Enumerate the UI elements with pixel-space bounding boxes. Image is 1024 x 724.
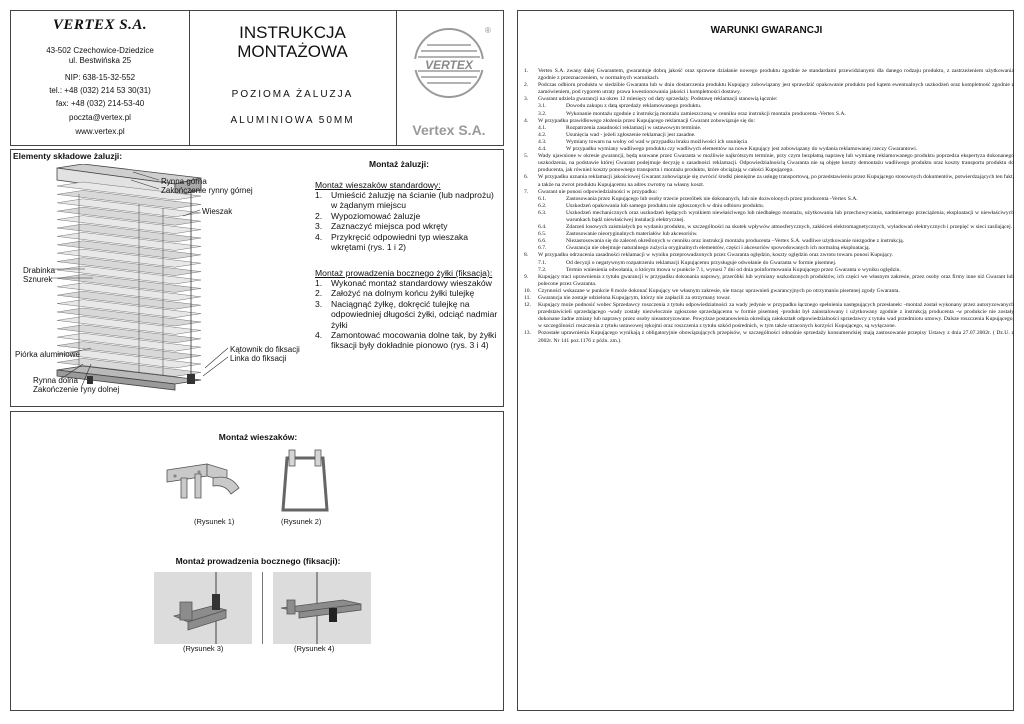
warranty-clause-text: Uszkodzeń mechanicznych oraz uszkodzeń będących wynikiem niewłaściwego lub niedbałego montażu, użytkowania lub przechowywania, nadmiernego przeciążenia, eksploatacji w niewłaściwych warunkach bądź niewłaściwej instalacji elektrycznej.: [566, 209, 1014, 223]
fiksacja-step-item-number: 4.: [315, 330, 323, 341]
warranty-clause-text: Gwarant nie ponosi odpowiedzialności w przypadku:: [538, 188, 658, 195]
fiksacja-step-item: [315, 330, 501, 351]
fiksacja-step-item-text: Wykonać montaż standardowy wieszaków: [331, 278, 492, 288]
title-block: [189, 11, 397, 145]
warranty-clause-number: 6.: [524, 174, 529, 181]
warranty-subclause: [524, 196, 1014, 203]
fiksacja-step-item: [315, 288, 501, 298]
warranty-clause-number: 9.: [524, 273, 529, 280]
company-address-1: 43-502 Czechowice-Dziedzice: [46, 46, 154, 55]
warranty-clause-text: Termin wniesienia odwołania, o którym mowa w punkcie 7.1, wynosi 7 dni od dnia poinformowania Kupującego przez Gwaranta o wyniku oględzin.: [566, 266, 901, 273]
header-panel: [10, 10, 504, 146]
warranty-clause-number: 4.: [524, 117, 529, 124]
warranty-clause-text: Uszkodzeń opakowania lub samego produktu nie zgłoszonych w dniu odbioru produktu.: [566, 202, 765, 209]
warranty-clause-text: Usunięcia wad - jeżeli zgłoszenie reklamacji jest zasadne.: [566, 131, 696, 138]
warranty-clause-text: Kupujący może podnosić wobec Sprzedawcy roszczenia z tytułu odpowiedzialności za wady jedynie w przypadku łącznego spełnienia następujących przesłanek: -montaż został wykonany przez autoryzowanych przedstawicieli sprzedającego -wady zostały niezwłocznie zgłoszone sprzedającemu w formie pisemnej -produkt był zainstalowany i użytkowany zgodnie z instrukcją producenta -w produkcie nie zostały dokonane żadne zmiany lub naprawy przez osoby nieautoryzowane. Powyższe postanowienia określają całokształt odpowiedzialności sprzedawcy z tytułu wad przedmiotu umowy. Dalsze roszczenia Kupującego, w szczególności roszczenia z tytułu ustawowej rękojmi oraz roszczenia z tytułu szkód pośrednich, w tym także utraconych korzyści Kupującego, są wyłączone.: [538, 302, 1014, 330]
warranty-clause-text: Zastosowanie nieoryginalnych materiałów lub akcesoriów.: [566, 231, 698, 238]
label-zakonczenie-dolne: Zakończenie ryny dolnej: [33, 385, 120, 394]
warranty-clause-number: 3.: [524, 96, 529, 103]
figure-4-caption: (Rysunek 4): [294, 644, 335, 653]
fiksacja-step-item-number: 1.: [315, 278, 323, 288]
warranty-clause-text: W przypadku uznania reklamacji jakościowej Gwarant zobowiązuje się zwrócić środki pieniężne za usługę transportową, po przedstawieniu przez Kupującego stosownych dokumentów, potwierdzających ten fakt, a także na zwrot produktu Kupującemu na adres zwrotny na własny koszt.: [538, 174, 1014, 188]
figure-3-caption: (Rysunek 3): [183, 644, 224, 653]
warranty-clause-text: Gwarant udziela gwarancji na okres 12 miesięcy od daty sprzedaży. Podstawę reklamacji stanowią łącznie:: [538, 96, 778, 103]
warranty-title: WARUNKI GWARANCJI: [710, 25, 823, 36]
montaz-step-item-number: 3.: [315, 221, 323, 232]
figures-fiksacja-title: Montaż prowadzenia bocznego (fiksacji):: [175, 556, 341, 566]
figure-1-bracket: [161, 454, 247, 512]
warranty-clause: [524, 330, 1014, 344]
warranty-clause-number: 2.: [524, 82, 529, 89]
warranty-clause-number: 6.6.: [538, 238, 547, 245]
warranty-clause-text: W przypadku odrzucenia zasadności reklamacji w wyniku przeprowadzonych przez Gwaranta oględzin, koszty oględzin oraz zwrotu towaru ponosi Kupujący.: [538, 252, 894, 259]
montaz-step-item: [315, 221, 501, 231]
warranty-subclause: [524, 260, 1014, 267]
warranty-clause-number: 6.3.: [538, 209, 547, 216]
warranty-clause: [524, 118, 1014, 125]
warranty-clause: [524, 295, 1014, 302]
warranty-subclause: [524, 132, 1014, 139]
warranty-clause-text: Kupujący traci uprawnienia z tytułu gwarancji w przypadku dokonania naprawy, przeróbki lub wymiany uszkodzonych produktów, ich części we własnym zakresie, przez osoby oraz firmy inne niż Gwarant lub polecone przez Gwaranta.: [538, 273, 1014, 287]
warranty-clause-number: 6.2.: [538, 202, 547, 209]
fiksacja-step-item-text: Założyć na dolnym końcu żyłki tulejkę: [331, 288, 475, 299]
warranty-clause-number: 3.2.: [538, 110, 547, 117]
vertex-logo: [397, 11, 503, 145]
warranty-clause-text: Rozpatrzenia zasadności reklamacji w ustawowym terminie.: [566, 124, 702, 131]
montaz-section-2-title: Montaż prowadzenia bocznego żyłki (fiksacja):: [315, 268, 493, 278]
warranty-subclause: [524, 210, 1014, 224]
warranty-clause-number: 6.4.: [538, 224, 547, 231]
figure-4-photo: [273, 572, 371, 644]
montaz-step-item-text: Umieścić żaluzję na ścianie (lub nadprożu) w żądanym miejscu: [331, 190, 494, 211]
figures-panel: [10, 411, 504, 711]
warranty-subclause: [524, 139, 1014, 146]
warranty-clause: [524, 274, 1014, 288]
label-drabinka: Drabinka: [23, 266, 56, 275]
warranty-clause-number: 4.4.: [538, 146, 547, 153]
warranty-clause-text: Niezastosowania się do zaleceń określonych w cenniku oraz instrukcji montażu producenta –Vertex S.A. wadliwe użytkowanie niezgodne z instrukcją.: [566, 238, 904, 245]
warranty-clause-text: W przypadku wymiany wadliwego produktu czy wadliwych elementów na nowe Kupujący jest zobowiązany do wydania reklamowanej rzeczy Gwarantowi.: [566, 146, 918, 153]
company-nip: NIP: 638-15-32-552: [64, 73, 136, 82]
warranty-clause-number: 6.7.: [538, 245, 547, 252]
warranty-clause-text: Gwarancja nie obejmuje naturalnego zużycia oryginalnych elementów, części i akcesoriów spowodowanych ich normalną eksploatacją.: [566, 245, 870, 252]
figure-2-caption: (Rysunek 2): [281, 517, 322, 526]
warranty-clause-number: 3.1.: [538, 103, 547, 110]
warranty-list: [524, 68, 1014, 345]
label-piorka: Piórka aluminiowe: [15, 350, 80, 359]
warranty-clause-text: Zastosowania przez Kupującego lub osoby trzecie przeróbek nie dokonanych, lub nie dozwolonych przez producenta -Vertex S.A.: [566, 195, 858, 202]
logo-word: VERTEX: [425, 58, 473, 72]
warranty-clause-text: Zdarzeń losowych zaistniałych po wydaniu produktu, w szczególności na skutek wpływów atmosferycznych, zakłóceń elektromagnetycznych, wyładowań elektrycznych i przepięć w sieci zasilającej.: [566, 224, 1013, 231]
warranty-clause: [524, 82, 1014, 96]
warranty-clause: [524, 288, 1014, 295]
warranty-clause-number: 11.: [524, 295, 531, 301]
doc-title-line-1: INSTRUKCJA: [239, 23, 346, 42]
warranty-clause-number: 8.: [524, 252, 529, 259]
warranty-clause-text: Gwarancja nie zostaje udzielona Kupującym, którzy nie zapłacili za otrzymany towar.: [538, 295, 731, 301]
label-zakonczenie-gorne: Zakończenie rynny górnej: [161, 186, 253, 195]
warranty-clause-text: Vertex S.A. zwany dalej Gwarantem, gwarantuje dobrą jakość oraz sprawne działanie nowego produktu zgodnie ze standardami przewidzianymi dla danego rodzaju produktu, z zastrzeżeniem użytkowania zgodnie z przeznaczeniem, w normalnych warunkach.: [538, 68, 1014, 82]
warranty-clause-text: Wady ujawnione w okresie gwarancji, będą usuwane przez Gwaranta w możliwie najkrótszym terminie, przy czym bezpłatną naprawę lub wymianę reklamowanego produktu poprzedza ekspertyza dokonanego uszkodzenia, na podstawie której Gwarant podejmuje decyzję o zasadności reklamacji. Odpowiedzialnością Gwaranta nie są objęte koszty demontażu wadliwego produktu oraz koszty transportu produktu do producenta, jak również koszty ponownego transportu i montażu produktu, które obciążają w całości Kupującego.: [538, 153, 1014, 174]
figure-2-bracket: [273, 448, 337, 520]
warranty-clause-number: 7.: [524, 188, 529, 195]
components-panel: [10, 149, 504, 407]
warranty-clause: [524, 302, 1014, 330]
montaz-step-item-number: 1.: [315, 190, 323, 200]
warranty-clause-text: Wymiany towaru na wolny od wad w przypadku braku możliwości ich usunięcia: [566, 138, 747, 145]
warranty-clause: [524, 96, 1014, 103]
registered-mark: ®: [485, 26, 491, 35]
fiksacja-step-item-number: 2.: [315, 288, 323, 299]
montaz-section-2-list: [315, 278, 501, 351]
product-name-2: ALUMINIOWA 50MM: [230, 115, 355, 126]
fiksacja-step-item: [315, 278, 501, 288]
warranty-clause-number: 5.: [524, 153, 529, 160]
fiksacja-step-item: [315, 299, 501, 330]
montaz-step-item-text: Przykręcić odpowiedni typ wieszaka wkrętami (rys. 1 i 2): [331, 231, 469, 253]
warranty-clause-number: 4.2.: [538, 131, 547, 138]
montaz-title: Montaż żaluzji:: [369, 159, 429, 169]
warranty-subclause: [524, 203, 1014, 210]
montaz-step-item-text: Zaznaczyć miejsca pod wkręty: [331, 221, 448, 232]
warranty-clause-number: 7.1.: [538, 259, 547, 266]
figure-divider: [262, 572, 263, 644]
warranty-clause-number: 10.: [524, 287, 531, 294]
warranty-clause-text: Od decyzji o negatywnym rozpatrzeniu reklamacji Kupującemu przysługuje odwołanie do Gwaranta w formie pisemnej.: [566, 259, 837, 266]
figure-1-caption: (Rysunek 1): [194, 517, 235, 526]
label-sznurek: Sznurek: [23, 275, 53, 284]
product-name-1: POZIOMA ŻALUZJA: [231, 89, 354, 100]
company-fax: fax: +48 (032) 214-53-40: [55, 99, 145, 108]
fiksacja-step-item-number: 3.: [315, 298, 323, 309]
warranty-clause: [524, 153, 1014, 174]
label-rynna-gorna: Rynna górna: [161, 177, 207, 186]
warranty-clause-text: Czynności wskazane w punkcie 8 może dokonać Kupujący we własnym zakresie, nie tracąc uprawnień gwarancyjnych po otrzymaniu pisemnej zgody Gwaranta.: [538, 287, 900, 294]
company-info: [11, 11, 190, 145]
warranty-clause: [524, 252, 1014, 259]
fiksacja-step-item-text: Zamontować mocowania dolne tak, by żyłki fiksacji były dokładnie pionowo (rys. 3 i 4): [331, 330, 497, 351]
warranty-clause-number: 6.5.: [538, 231, 547, 238]
montaz-section-1-title: Montaż wieszaków standardowy:: [315, 180, 441, 190]
warranty-subclause: [524, 146, 1014, 153]
warranty-clause-number: 13.: [524, 330, 531, 337]
warranty-clause-text: Wykonanie montażu zgodnie z instrukcją montażu zamieszczoną w cenniku oraz instrukcji montażu producenta -Vertex S.A.: [566, 110, 846, 117]
components-title: Elementy składowe żaluzji:: [13, 151, 123, 161]
figure-3-photo: [154, 572, 252, 644]
montaz-section-1-list: [315, 190, 501, 252]
label-wieszak: Wieszak: [202, 207, 233, 216]
fiksacja-step-item-text: Naciągnąć żyłkę, dokręcić tulejkę na odpowiedniej długości żyłki, odciąć nadmiar żyłki: [331, 298, 498, 330]
company-website[interactable]: www.vertex.pl: [75, 127, 125, 136]
company-name: VERTEX S.A.: [52, 17, 148, 33]
montaz-step-item-number: 4.: [315, 231, 323, 242]
montaz-step-item: [315, 190, 501, 211]
warranty-clause-number: 4.1.: [538, 124, 547, 131]
warranty-clause-number: 12.: [524, 302, 531, 309]
warranty-clause-number: 7.2.: [538, 266, 547, 273]
warranty-subclause: [524, 125, 1014, 132]
warranty-subclause: [524, 224, 1014, 231]
company-tel: tel.: +48 (032) 214 53 30(31): [49, 86, 151, 95]
warranty-clause-number: 4.3.: [538, 138, 547, 145]
warranty-clause: [524, 174, 1014, 188]
company-address-2: ul. Bestwińska 25: [68, 56, 132, 65]
warranty-clause-text: Pozostałe uprawnienia Kupującego wynikają z obligatoryjnie obowiązujących przepisów, w szczególności odnośnie sprzedaży konsumenckiej mają zastosowanie przepisy Ustawy z dnia 27.07.2002r. ( Dz.U. z 2002r. Nr 141 poz.1176 z późn. zm.).: [538, 330, 1014, 344]
label-linka: Linka do fiksacji: [230, 354, 287, 363]
warranty-subclause: [524, 245, 1014, 252]
warranty-subclause: [524, 103, 1014, 110]
logo-tagline: Vertex S.A.: [412, 122, 486, 138]
montaz-step-item: [315, 232, 501, 253]
warranty-subclause: [524, 111, 1014, 118]
warranty-subclause: [524, 267, 1014, 274]
montaz-step-item: [315, 211, 501, 221]
montaz-step-item-number: 2.: [315, 210, 323, 221]
doc-title-line-2: MONTAŻOWA: [237, 42, 348, 61]
warranty-clause: [524, 68, 1014, 82]
warranty-clause-text: Podczas odbioru produktu w siedzibie Gwaranta lub w dniu dostarczenia produktu Kupujący zobowiązany jest sprawdzić opakowanie produktu pod kątem ewentualnych uszkodzeń oraz kompletność zgodnie z zamówieniem, pod rygorem utraty prawa kwestionowania jakości i kompletności dostawy.: [538, 82, 1014, 96]
figures-wieszaki-title: Montaż wieszaków:: [218, 432, 298, 442]
warranty-clause-text: Dowodu zakupu z datą sprzedaży reklamowanego produktu.: [566, 103, 702, 110]
warranty-subclause: [524, 231, 1014, 238]
warranty-subclause: [524, 238, 1014, 245]
label-katownik: Kątownik do fiksacji: [230, 345, 300, 354]
warranty-clause-number: 6.1.: [538, 195, 547, 202]
label-rynna-dolna: Rynna dolna: [33, 376, 78, 385]
company-email[interactable]: poczta@vertex.pl: [69, 113, 131, 122]
warranty-clause-text: W przypadku prawidłowego złożenia przez Kupującego reklamacji Gwarant zobowiązuje się do:: [538, 117, 756, 124]
warranty-clause-number: 1.: [524, 68, 529, 74]
montaz-step-item-text: Wypoziomować żaluzje: [331, 210, 421, 221]
warranty-clause: [524, 189, 1014, 196]
